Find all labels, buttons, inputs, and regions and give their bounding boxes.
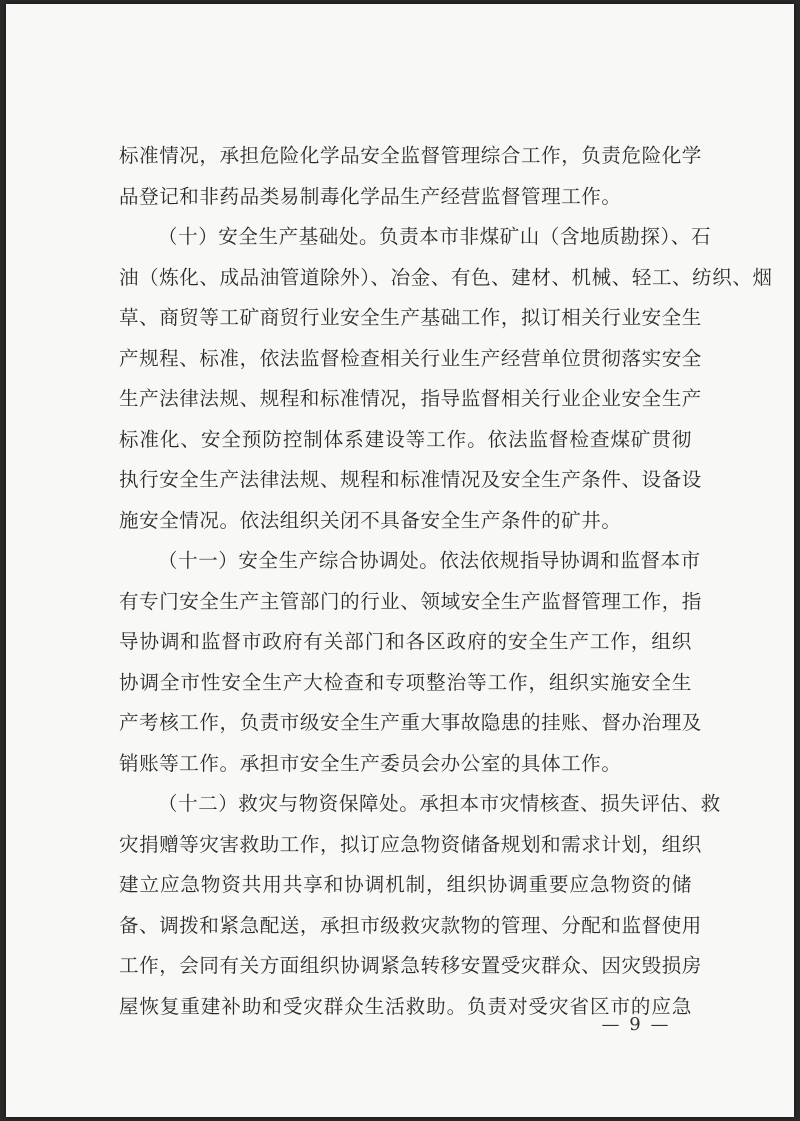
text-line: 标准化、安全预防控制体系建设等工作。依法监督检查煤矿贯彻: [119, 427, 692, 451]
document-page: [6, 4, 794, 1117]
text-line: 草、商贸等工矿商贸行业安全生产基础工作，拟订相关行业安全生: [119, 306, 702, 329]
text-line: 标准情况，承担危险化学品安全监督管理综合工作，负责危险化学: [119, 144, 702, 167]
section-heading-line: （十二）救灾与物资保障处。承担本市灾情核查、损失评估、救: [158, 792, 721, 815]
text-line: 施安全情况。依法组织关闭不具备安全生产条件的矿井。: [119, 508, 622, 532]
text-line: 生产法律法规、规程和标准情况，指导监督相关行业企业安全生产: [119, 387, 702, 410]
text-line: 协调全市性安全生产大检查和专项整治等工作，组织实施安全生: [119, 670, 692, 694]
text-line: 建立应急物资共用共享和协调机制，组织协调重要应急物资的储: [119, 873, 692, 896]
text-line: 屋恢复重建补助和受灾群众生活救助。负责对受灾省区市的应急: [119, 994, 692, 1018]
text-line: 品登记和非药品类易制毒化学品生产经营监督管理工作。: [119, 184, 622, 208]
text-line: 导协调和监督市政府有关部门和各区政府的安全生产工作，组织: [119, 630, 692, 653]
text-line: 备、调拨和紧急配送，承担市级救灾款物的管理、分配和监督使用: [119, 913, 702, 937]
page-number: — 9 —: [601, 1014, 671, 1035]
text-line: 工作，会同有关方面组织协调紧急转移安置受灾群众、因灾毁损房: [119, 954, 702, 977]
text-line: 产考核工作，负责市级安全生产重大事故隐患的挂账、督办治理及: [119, 711, 702, 734]
text-line: 油（炼化、成品油管道除外）、冶金、有色、建材、机械、轻工、纺织、烟: [119, 265, 773, 289]
section-heading-line: （十一）安全生产综合协调处。依法依规指导协调和监督本市: [158, 549, 701, 572]
body-text: [119, 136, 773, 1027]
text-line: 销账等工作。承担市安全生产委员会办公室的具体工作。: [119, 751, 622, 775]
text-line: 有专门安全生产主管部门的行业、领域安全生产监督管理工作，指: [119, 589, 702, 613]
text-line: 灾捐赠等灾害救助工作，拟订应急物资储备规划和需求计划，组织: [119, 832, 702, 856]
text-line: 执行安全生产法律法规、规程和标准情况及安全生产条件、设备设: [119, 468, 702, 491]
text-line: 产规程、标准，依法监督检查相关行业生产经营单位贯彻落实安全: [119, 346, 702, 370]
section-heading-line: （十）安全生产基础处。负责本市非煤矿山（含地质勘探）、石: [158, 225, 712, 248]
